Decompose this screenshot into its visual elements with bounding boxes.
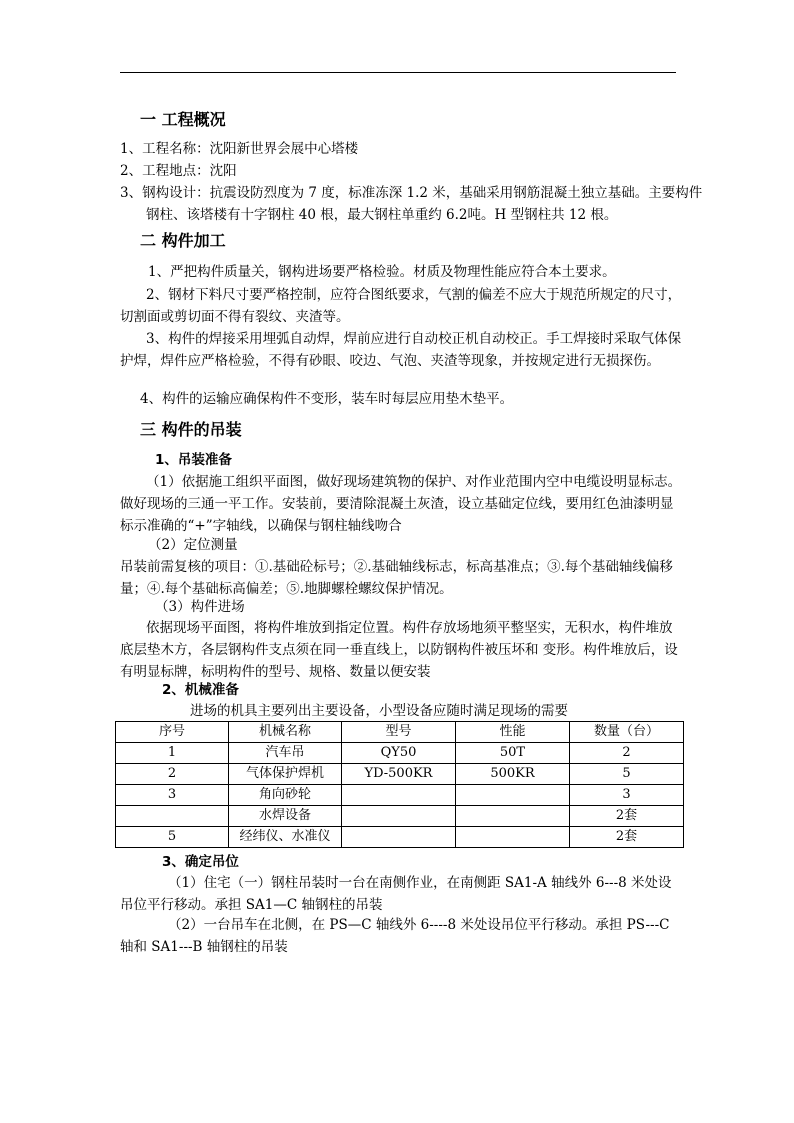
table-row — [116, 743, 684, 764]
sec2-para-2: 2、钢材下料尺寸要严格控制，应符合图纸要求，气割的偏差不应大于规范所规定的尺寸，切割面或剪切面不得有裂纹、夹渣等。 — [120, 287, 682, 325]
header-cell: 性能 — [456, 722, 570, 743]
header-cell: 序号 — [116, 722, 229, 743]
sub3-para-1: （1）住宅（一）钢柱吊装时一台在南侧作业，在南侧距 SA1-A 轴线外 6---8 米处设吊位平行移动。承担 SA1—C 轴钢柱的吊装 — [120, 875, 672, 913]
sec2-para-1: 1、严把构件质量关，钢构进场要严格检验。材质及物理性能应符合本土要求。 — [148, 264, 616, 280]
header-rule — [120, 72, 676, 73]
table-cell: 气体保护焊机 — [229, 764, 342, 785]
table-cell: 500KR — [456, 764, 570, 785]
table-cell — [456, 806, 570, 827]
table-cell: QY50 — [342, 743, 456, 764]
sec2-para-3: 3、构件的焊接采用埋弧自动焊，焊前应进行自动校正机自动校正。手工焊接时采取气体保护焊，焊件应严格检验，不得有砂眼、咬边、气泡、夹渣等现象，并按规定进行无损探伤。 — [120, 331, 682, 369]
table-row — [116, 785, 684, 806]
table-cell — [116, 806, 229, 827]
sub1-item-2-title: （2）定位测量 — [148, 537, 238, 553]
table-cell: 3 — [116, 785, 229, 806]
table-cell: 2 — [570, 743, 684, 764]
sub3-title: 3、确定吊位 — [162, 854, 239, 870]
table-cell: 50T — [456, 743, 570, 764]
sec1-item-3: 3、钢构设计：抗震设防烈度为 7 度，标准冻深 1.2 米，基础采用钢筋混凝土独立基础。主要构件钢柱、该塔楼有十字钢柱 40 根，最大钢柱单重约 6.2吨。H 型钢柱共 12 根。 — [120, 185, 703, 223]
table-cell — [342, 827, 456, 848]
table-cell: 2套 — [570, 806, 684, 827]
sub1-item-1: （1）依据施工组织平面图，做好现场建筑物的保护、对作业范围内空中电缆设明显标志。做好现场的三通一平工作。安装前，要清除混凝土灰渣，设立基础定位线，要用红色油漆明显标示准确的“+”字轴线，以确保与钢柱轴线吻合 — [120, 474, 682, 534]
table-cell: YD-500KR — [342, 764, 456, 785]
sec1-item-1: 1、工程名称：沈阳新世界会展中心塔楼 — [120, 141, 359, 157]
sec2-para-4: 4、构件的运输应确保构件不变形，装车时每层应用垫木垫平。 — [140, 391, 514, 407]
table-cell — [342, 785, 456, 806]
equipment-table — [115, 721, 684, 848]
table-row — [116, 827, 684, 848]
table-cell: 5 — [570, 764, 684, 785]
header-cell: 机械名称 — [229, 722, 342, 743]
section-2-title: 二 构件加工 — [140, 231, 226, 250]
sub1-title: 1、吊装准备 — [155, 452, 232, 468]
sec1-item-2: 2、工程地点：沈阳 — [120, 163, 237, 179]
sub3-para-2: （2）一台吊车在北侧，在 PS—C 轴线外 6----8 米处设吊位平行移动。承担 PS---C 轴和 SA1---B 轴钢柱的吊装 — [120, 917, 670, 955]
sub1-item-3-title: （3）构件进场 — [155, 599, 245, 615]
table-cell: 5 — [116, 827, 229, 848]
table-cell — [456, 785, 570, 806]
table-cell — [456, 827, 570, 848]
section-1-title: 一 工程概况 — [140, 110, 226, 129]
table-cell — [342, 806, 456, 827]
sub1-item-3-text: 依据现场平面图，将构件堆放到指定位置。构件存放场地须平整坚实，无积水，构件堆放底层垫木方，各层钢构件支点须在同一垂直线上，以防钢构件被压坏和 变形。构件堆放后，设有明显标牌，标明构件的型号、规格、数量以便安装 — [120, 620, 678, 680]
table-cell: 3 — [570, 785, 684, 806]
sub2-intro: 进场的机具主要列出主要设备，小型设备应随时满足现场的需要 — [190, 703, 568, 719]
table-cell: 角向砂轮 — [229, 785, 342, 806]
section-3-title: 三 构件的吊装 — [140, 420, 242, 439]
table-cell: 汽车吊 — [229, 743, 342, 764]
header-cell: 型号 — [342, 722, 456, 743]
table-cell: 水焊设备 — [229, 806, 342, 827]
table-cell: 2套 — [570, 827, 684, 848]
table-cell: 经纬仪、水准仪 — [229, 827, 342, 848]
sub2-title: 2、机械准备 — [162, 682, 239, 698]
table-cell: 1 — [116, 743, 229, 764]
table-cell: 2 — [116, 764, 229, 785]
header-cell: 数量（台） — [570, 722, 684, 743]
sub1-item-2-text: 吊装前需复核的项目：①.基础砼标号；②.基础轴线标志，标高基准点；③.每个基础轴线偏移量；④.每个基础标高偏差；⑤.地脚螺栓螺纹保护情况。 — [120, 559, 673, 597]
table-header-row — [116, 722, 684, 743]
table-row — [116, 764, 684, 785]
table-row — [116, 806, 684, 827]
